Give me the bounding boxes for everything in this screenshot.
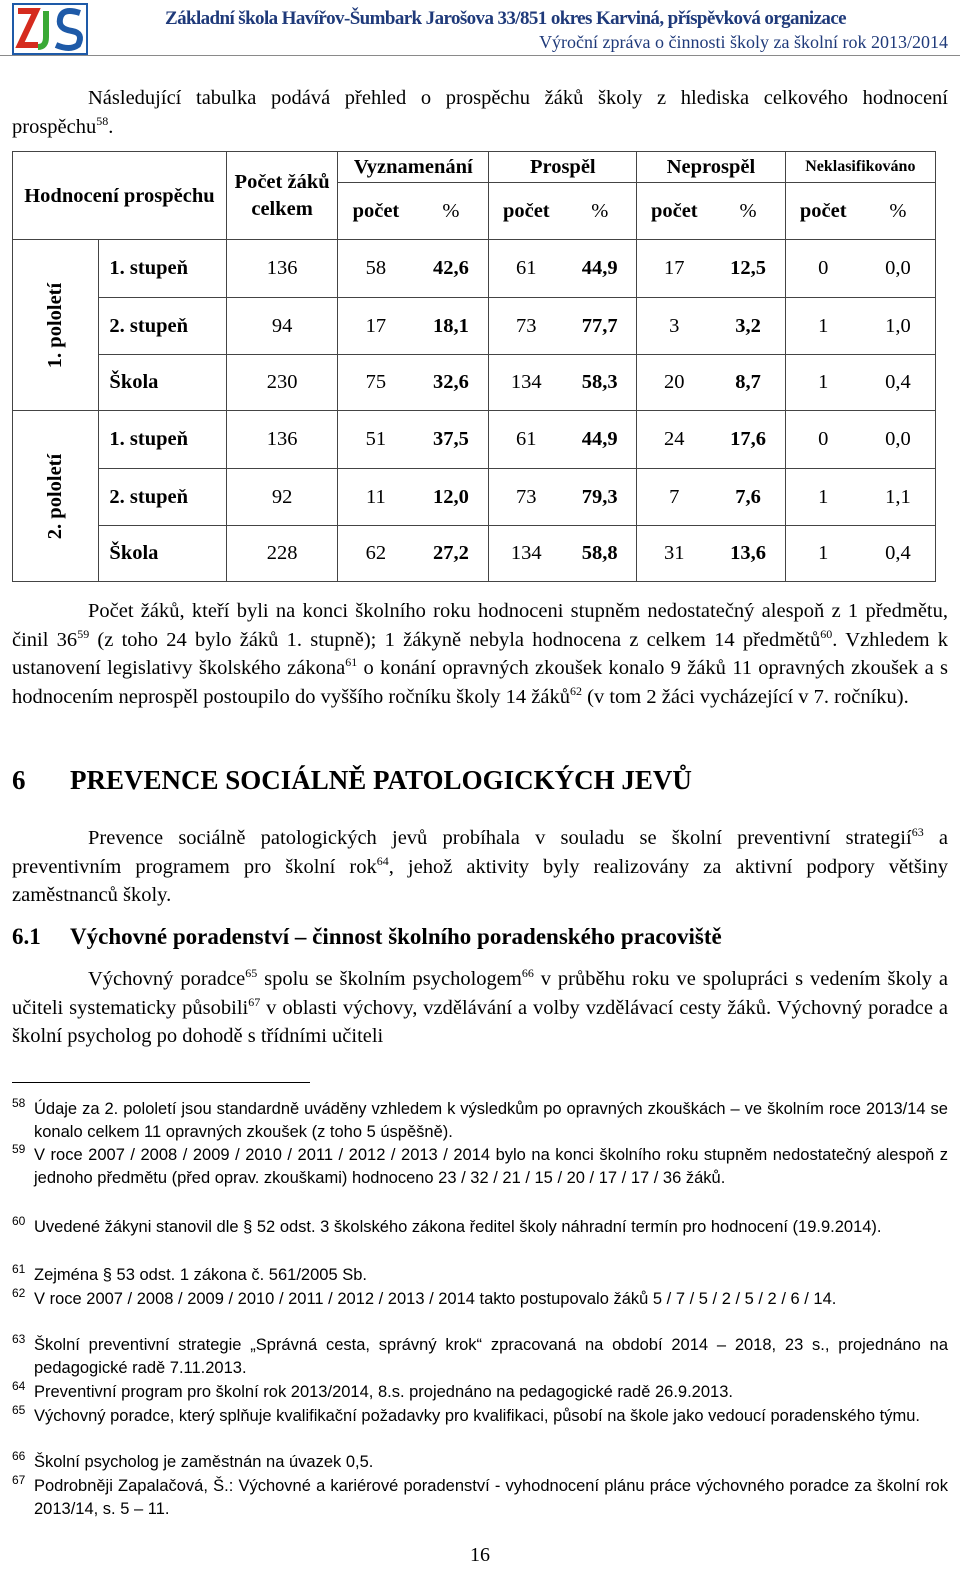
table-row [13,298,936,355]
header-report-title: Výroční zpráva o činnosti školy za školní rok 2013/2014 [539,32,948,52]
footnote-number: 65 [12,1403,26,1417]
footnote [12,1475,948,1521]
cell-count: 3 [637,298,712,355]
cell-count: 73 [489,469,563,526]
cell-count: 58 [338,240,414,298]
cell-count: 1 [785,526,861,582]
footnote-ref: 67 [248,994,261,1009]
footnote-separator [12,1082,310,1083]
footnote [12,1405,948,1428]
results-table [12,151,936,582]
prevention-paragraph: Prevence sociálně patologických jevů probíhala v souladu se školní preventivní strategií$^{63}$ a preventivním programem pro školní rok$^{64}$, jehož aktivity byly realizovány za aktivní podpory většiny zaměstnanců školy. [12,825,948,906]
footnote-text: Školní psycholog je zaměstnán na úvazek 0,5. [34,1453,374,1471]
cell-percent: 58,8 [563,526,636,582]
cell-total: 136 [226,411,337,469]
cell-count: 1 [785,469,861,526]
subsection-heading: 6.1 Výchovné poradenství – činnost školního poradenského pracoviště [12,924,722,949]
row-label: 2. stupeň [99,469,226,526]
cell-count: 0 [785,411,861,469]
cell-percent: 44,9 [563,411,636,469]
cell-count: 62 [338,526,414,582]
cell-percent: 12,0 [414,469,489,526]
cell-percent: 44,9 [563,240,636,298]
header-pupil-count: Počet žáků celkem [226,152,337,240]
footnote-ref: 64 [376,853,389,868]
table-row [13,355,936,411]
footnote-text: Uvedené žákyni stanovil dle § 52 odst. 3 školského zákona ředitel školy náhradní termín pro hodnocení (19.9.2014). [34,1218,882,1236]
footnote-text: V roce 2007 / 2008 / 2009 / 2010 / 2011 / 2012 / 2013 / 2014 takto postupovalo žáků 5 / 7 / 5 / 2 / 5 / 2 / 6 / 14. [34,1290,837,1308]
cell-percent: 37,5 [414,411,489,469]
footnote [12,1288,948,1311]
footnote [12,1098,948,1144]
cell-percent: 0,4 [861,526,936,582]
footnote-number: 63 [12,1332,26,1346]
cell-percent: 17,6 [711,411,785,469]
cell-count: 7 [637,469,712,526]
row-label: 1. stupeň [99,411,226,469]
school-logo [12,3,88,55]
table-row [13,469,936,526]
cell-percent: 18,1 [414,298,489,355]
cell-count: 61 [489,411,563,469]
cell-count: 1 [785,355,861,411]
period-label: 1. pololetí [13,240,99,411]
counseling-paragraph: Výchovný poradce$^{65}$ spolu se školním psychologem$^{66}$ v průběhu roku ve spolupráci s vedením školy a učiteli systematicky působili$^{67}$ v oblasti výchovy, vzdělávání a volby vzdělávací cesty žáků. Výchovný poradce a školní psycholog po dohodě s třídními učiteli [12,966,948,1047]
cell-count: 17 [338,298,414,355]
cell-percent: 0,0 [861,411,936,469]
header-school-name: Základní škola Havířov-Šumbark Jarošova 33/851 okres Karviná, příspěvková organizace [165,8,846,29]
cell-count: 134 [489,526,563,582]
intro-paragraph: Následující tabulka podává přehled o prospěchu žáků školy z hlediska celkového hodnocení prospěchu$^{58}$. [12,87,948,138]
cell-percent: 42,6 [414,240,489,298]
subheader-count: počet [489,183,563,240]
footnote-number: 66 [12,1449,26,1463]
cell-count: 11 [338,469,414,526]
table-row [13,240,936,298]
subheader-percent: % [861,183,936,240]
cell-percent: 77,7 [563,298,636,355]
footnote [12,1216,948,1239]
table-row [13,526,936,582]
cell-total: 94 [226,298,337,355]
cell-count: 75 [338,355,414,411]
cell-percent: 13,6 [711,526,785,582]
cell-percent: 27,2 [414,526,489,582]
cell-percent: 0,0 [861,240,936,298]
cell-percent: 3,2 [711,298,785,355]
header-evaluation: Hodnocení prospěchu [13,152,227,240]
cell-percent: 1,1 [861,469,936,526]
footnote-text: Preventivní program pro školní rok 2013/2014, 8.s. projednáno na pedagogické radě 26.9.2013. [34,1383,733,1401]
footnote-ref: 66 [521,966,534,981]
section-heading: 6 PREVENCE SOCIÁLNĚ PATOLOGICKÝCH JEVŮ [12,765,692,795]
cell-count: 73 [489,298,563,355]
cell-count: 1 [785,298,861,355]
cell-count: 0 [785,240,861,298]
subheader-percent: % [711,183,785,240]
cell-percent: 32,6 [414,355,489,411]
footnote-ref: 60 [820,626,833,641]
footnote-number: 61 [12,1262,26,1276]
failing-pupils-paragraph: Počet žáků, kteří byli na konci školního roku hodnoceni stupněm nedostatečný alespoň z 1 předmětu, činil $36^{59}$ (z toho 24 bylo žáků 1. stupně); 1 žákyně nebyla hodnocena z celkem 14 předmětů$^{60}$. Vzhledem k ustanovení legislativy školského zákona$^{61}$ o konání opravných zkoušek konalo 9 žáků 11 opravných zkoušek a s hodnocením neprospěl postoupilo do vyššího ročníku školy 14 žáků$^{62}$ (v tom 2 žáci vycházející v 7. ročníku). [12,600,949,708]
cell-total: 230 [226,355,337,411]
cell-count: 61 [489,240,563,298]
header-honors: Vyznamenání [338,152,489,183]
row-label: Škola [99,355,226,411]
cell-percent: 1,0 [861,298,936,355]
footnote-ref: 58 [96,113,109,128]
subheader-count: počet [637,183,712,240]
footnote-text: Školní preventivní strategie „Správná cesta, správný krok“ zpracovaná na období 2014 – 2018, 23 s., projednáno na pedagogické radě 7.11.2013. [34,1336,948,1377]
footnote-number: 67 [12,1473,26,1487]
footnote-ref: 62 [570,683,582,698]
footnote-text: Zejména § 53 odst. 1 zákona č. 561/2005 Sb. [34,1266,367,1284]
row-label: 1. stupeň [99,240,226,298]
footnote-ref: 65 [245,966,258,981]
cell-percent: 12,5 [711,240,785,298]
cell-percent: 58,3 [563,355,636,411]
cell-total: 228 [226,526,337,582]
footnote [12,1264,948,1287]
row-label: 2. stupeň [99,298,226,355]
footnote-ref: 59 [77,626,90,641]
footnote-number: 58 [12,1096,26,1110]
cell-percent: 79,3 [563,469,636,526]
period-label: 2. pololetí [13,411,99,582]
cell-count: 17 [637,240,712,298]
footnote-ref: 63 [911,825,924,840]
footnote-text: V roce 2007 / 2008 / 2009 / 2010 / 2011 / 2012 / 2013 / 2014 bylo na konci školního roku stupněm nedostatečný alespoň z jednoho předmětu (před oprav. zkouškami) hodnoceno 23 / 32 / 21 / 15 / 20 / 17 / 17 / 36 žáků. [34,1146,948,1187]
footnote [12,1144,948,1190]
footnote-number: 59 [12,1142,26,1156]
subheader-percent: % [563,183,636,240]
page-number: 16 [470,1544,490,1566]
footnote-number: 62 [12,1286,26,1300]
footnote-ref: 61 [345,655,358,670]
footnote-number: 60 [12,1214,26,1228]
row-label: Škola [99,526,226,582]
footnote [12,1451,948,1474]
cell-percent: 0,4 [861,355,936,411]
cell-count: 24 [637,411,712,469]
subheader-percent: % [414,183,489,240]
cell-count: 31 [637,526,712,582]
cell-count: 51 [338,411,414,469]
cell-percent: 8,7 [711,355,785,411]
header-divider [0,55,960,56]
header-unclassified: Neklasifikováno [785,152,935,183]
footnote-text: Výchovný poradce, který splňuje kvalifikační požadavky pro kvalifikaci, působí na škole jako vedoucí poradenského týmu. [34,1407,920,1425]
cell-total: 92 [226,469,337,526]
footnote-text: Podrobněji Zapalačová, Š.: Výchovné a kariérové poradenství - vyhodnocení plánu práce výchovného poradce za školní rok 2013/14, s. 5 – 11. [34,1477,948,1518]
header-passed: Prospěl [489,152,637,183]
table-row [13,411,936,469]
cell-total: 136 [226,240,337,298]
footnote [12,1381,948,1404]
cell-percent: 7,6 [711,469,785,526]
subheader-count: počet [338,183,414,240]
footnote [12,1334,948,1380]
footnote-text: Údaje za 2. pololetí jsou standardně uváděny vzhledem k výsledkům po opravných zkouškách – ve školním roce 2013/14 se konalo celkem 11 opravných zkoušek (z toho 5 úspěšně). [34,1100,948,1141]
header-failed: Neprospěl [637,152,785,183]
cell-count: 134 [489,355,563,411]
cell-count: 20 [637,355,712,411]
footnote-number: 64 [12,1379,26,1393]
subheader-count: počet [785,183,861,240]
